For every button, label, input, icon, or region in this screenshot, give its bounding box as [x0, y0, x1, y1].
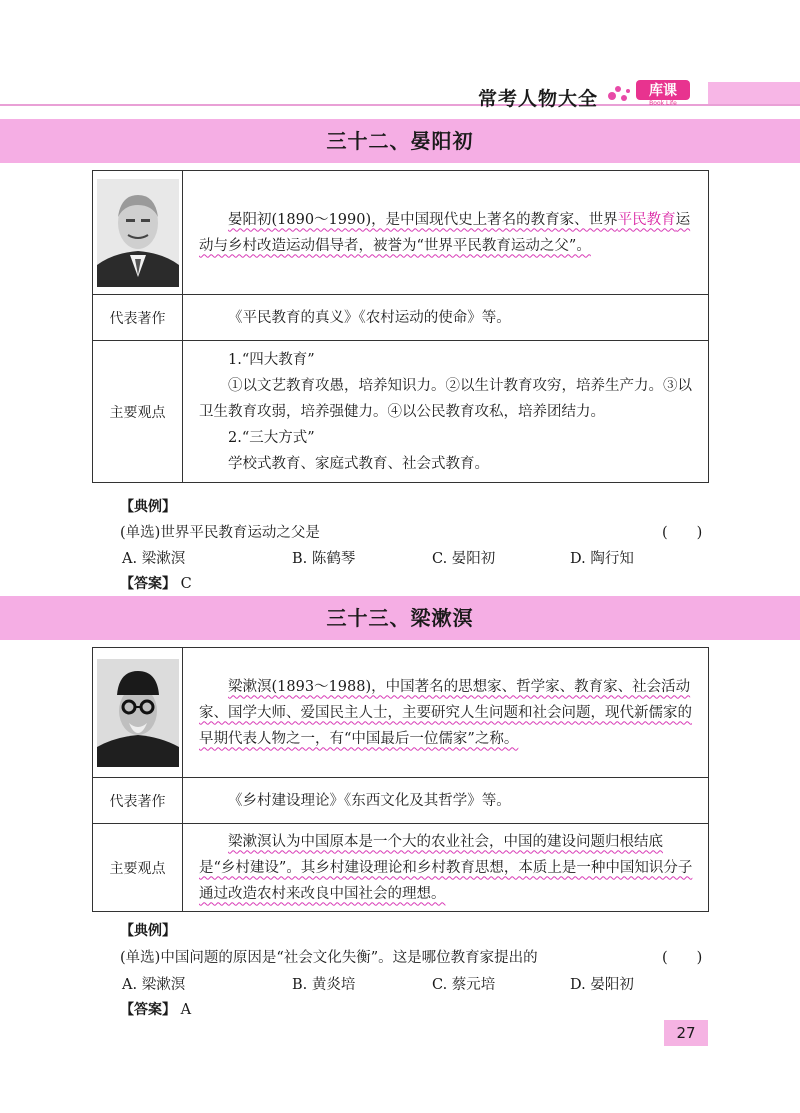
view-line: 1.“四大教育” [228, 351, 315, 368]
views-label: 主要观点 [93, 341, 183, 483]
view-line: 2.“三大方式” [228, 429, 315, 446]
views-cell [183, 824, 709, 912]
answer-line: 【答案】 A [120, 1002, 192, 1018]
answer-blank: ( ) [662, 950, 703, 966]
answer-line: 【答案】 C [120, 576, 192, 592]
answer-blank: ( ) [662, 525, 703, 541]
person-info-table [92, 170, 709, 483]
option-b: B. 黄炎培 [292, 977, 356, 993]
bio-cell [183, 648, 709, 778]
header-title: 常考人物大全 [478, 88, 599, 110]
highlight-term: 平民教育 [617, 211, 676, 228]
views-cell [183, 341, 709, 483]
bio-text: 晏阳初(1890～1990)，是中国现代史上著名的教育家、世界平民教育运动与乡村改造运动倡导者，被誉为“世界平民教育运动之父”。 [199, 211, 691, 254]
person-info-table [92, 647, 709, 912]
svg-text:Book Life: Book Life [649, 100, 677, 106]
example-label: 【典例】 [120, 923, 176, 939]
option-d: D. 陶行知 [570, 551, 634, 567]
works-text: 《乡村建设理论》《东西文化及其哲学》等。 [183, 778, 709, 824]
bio-text: 梁漱溟(1893～1988)，中国著名的思想家、哲学家、教育家、社会活动家、国学大师、爱国民主人士，主要研究人生问题和社会问题，现代新儒家的早期代表人物之一，有“中国最后一位儒家”之称。 [199, 678, 692, 747]
view-line: 学校式教育、家庭式教育、社会式教育。 [228, 455, 489, 472]
option-c: C. 晏阳初 [432, 551, 496, 567]
portrait-cell [93, 171, 183, 295]
portrait-photo [97, 659, 179, 767]
brand-logo [604, 78, 704, 106]
header-pink-bar [708, 82, 800, 104]
works-label: 代表著作 [93, 778, 183, 824]
option-b: B. 陈鹤琴 [292, 551, 356, 567]
example-question: (单选)中国问题的原因是“社会文化失衡”。这是哪位教育家提出的 [120, 950, 538, 966]
section-heading: 三十二、晏阳初 [326, 129, 474, 153]
portrait-photo [97, 179, 179, 287]
page-number: 27 [664, 1020, 708, 1046]
option-a: A. 梁漱溟 [122, 977, 186, 993]
portrait-cell [93, 648, 183, 778]
option-a: A. 梁漱溟 [122, 551, 186, 567]
works-text: 《平民教育的真义》《农村运动的使命》等。 [183, 295, 709, 341]
example-question: (单选)世界平民教育运动之父是 [120, 525, 320, 541]
option-c: C. 蔡元培 [432, 977, 496, 993]
bio-cell [183, 171, 709, 295]
views-text: 梁漱溟认为中国原本是一个大的农业社会，中国的建设问题归根结底是“乡村建设”。其乡村建设理论和乡村教育思想，本质上是一种中国知识分子通过改造农村来改良中国社会的理想。 [199, 833, 693, 902]
svg-text:库课: 库课 [649, 83, 677, 99]
section-heading: 三十三、梁漱溟 [326, 606, 474, 630]
example-label: 【典例】 [120, 499, 176, 515]
views-label: 主要观点 [93, 824, 183, 912]
option-d: D. 晏阳初 [570, 977, 634, 993]
works-label: 代表著作 [93, 295, 183, 341]
view-line: ①以文艺教育攻愚，培养知识力。②以生计教育攻穷，培养生产力。③以卫生教育攻弱，培养强健力。④以公民教育攻私，培养团结力。 [199, 377, 692, 420]
